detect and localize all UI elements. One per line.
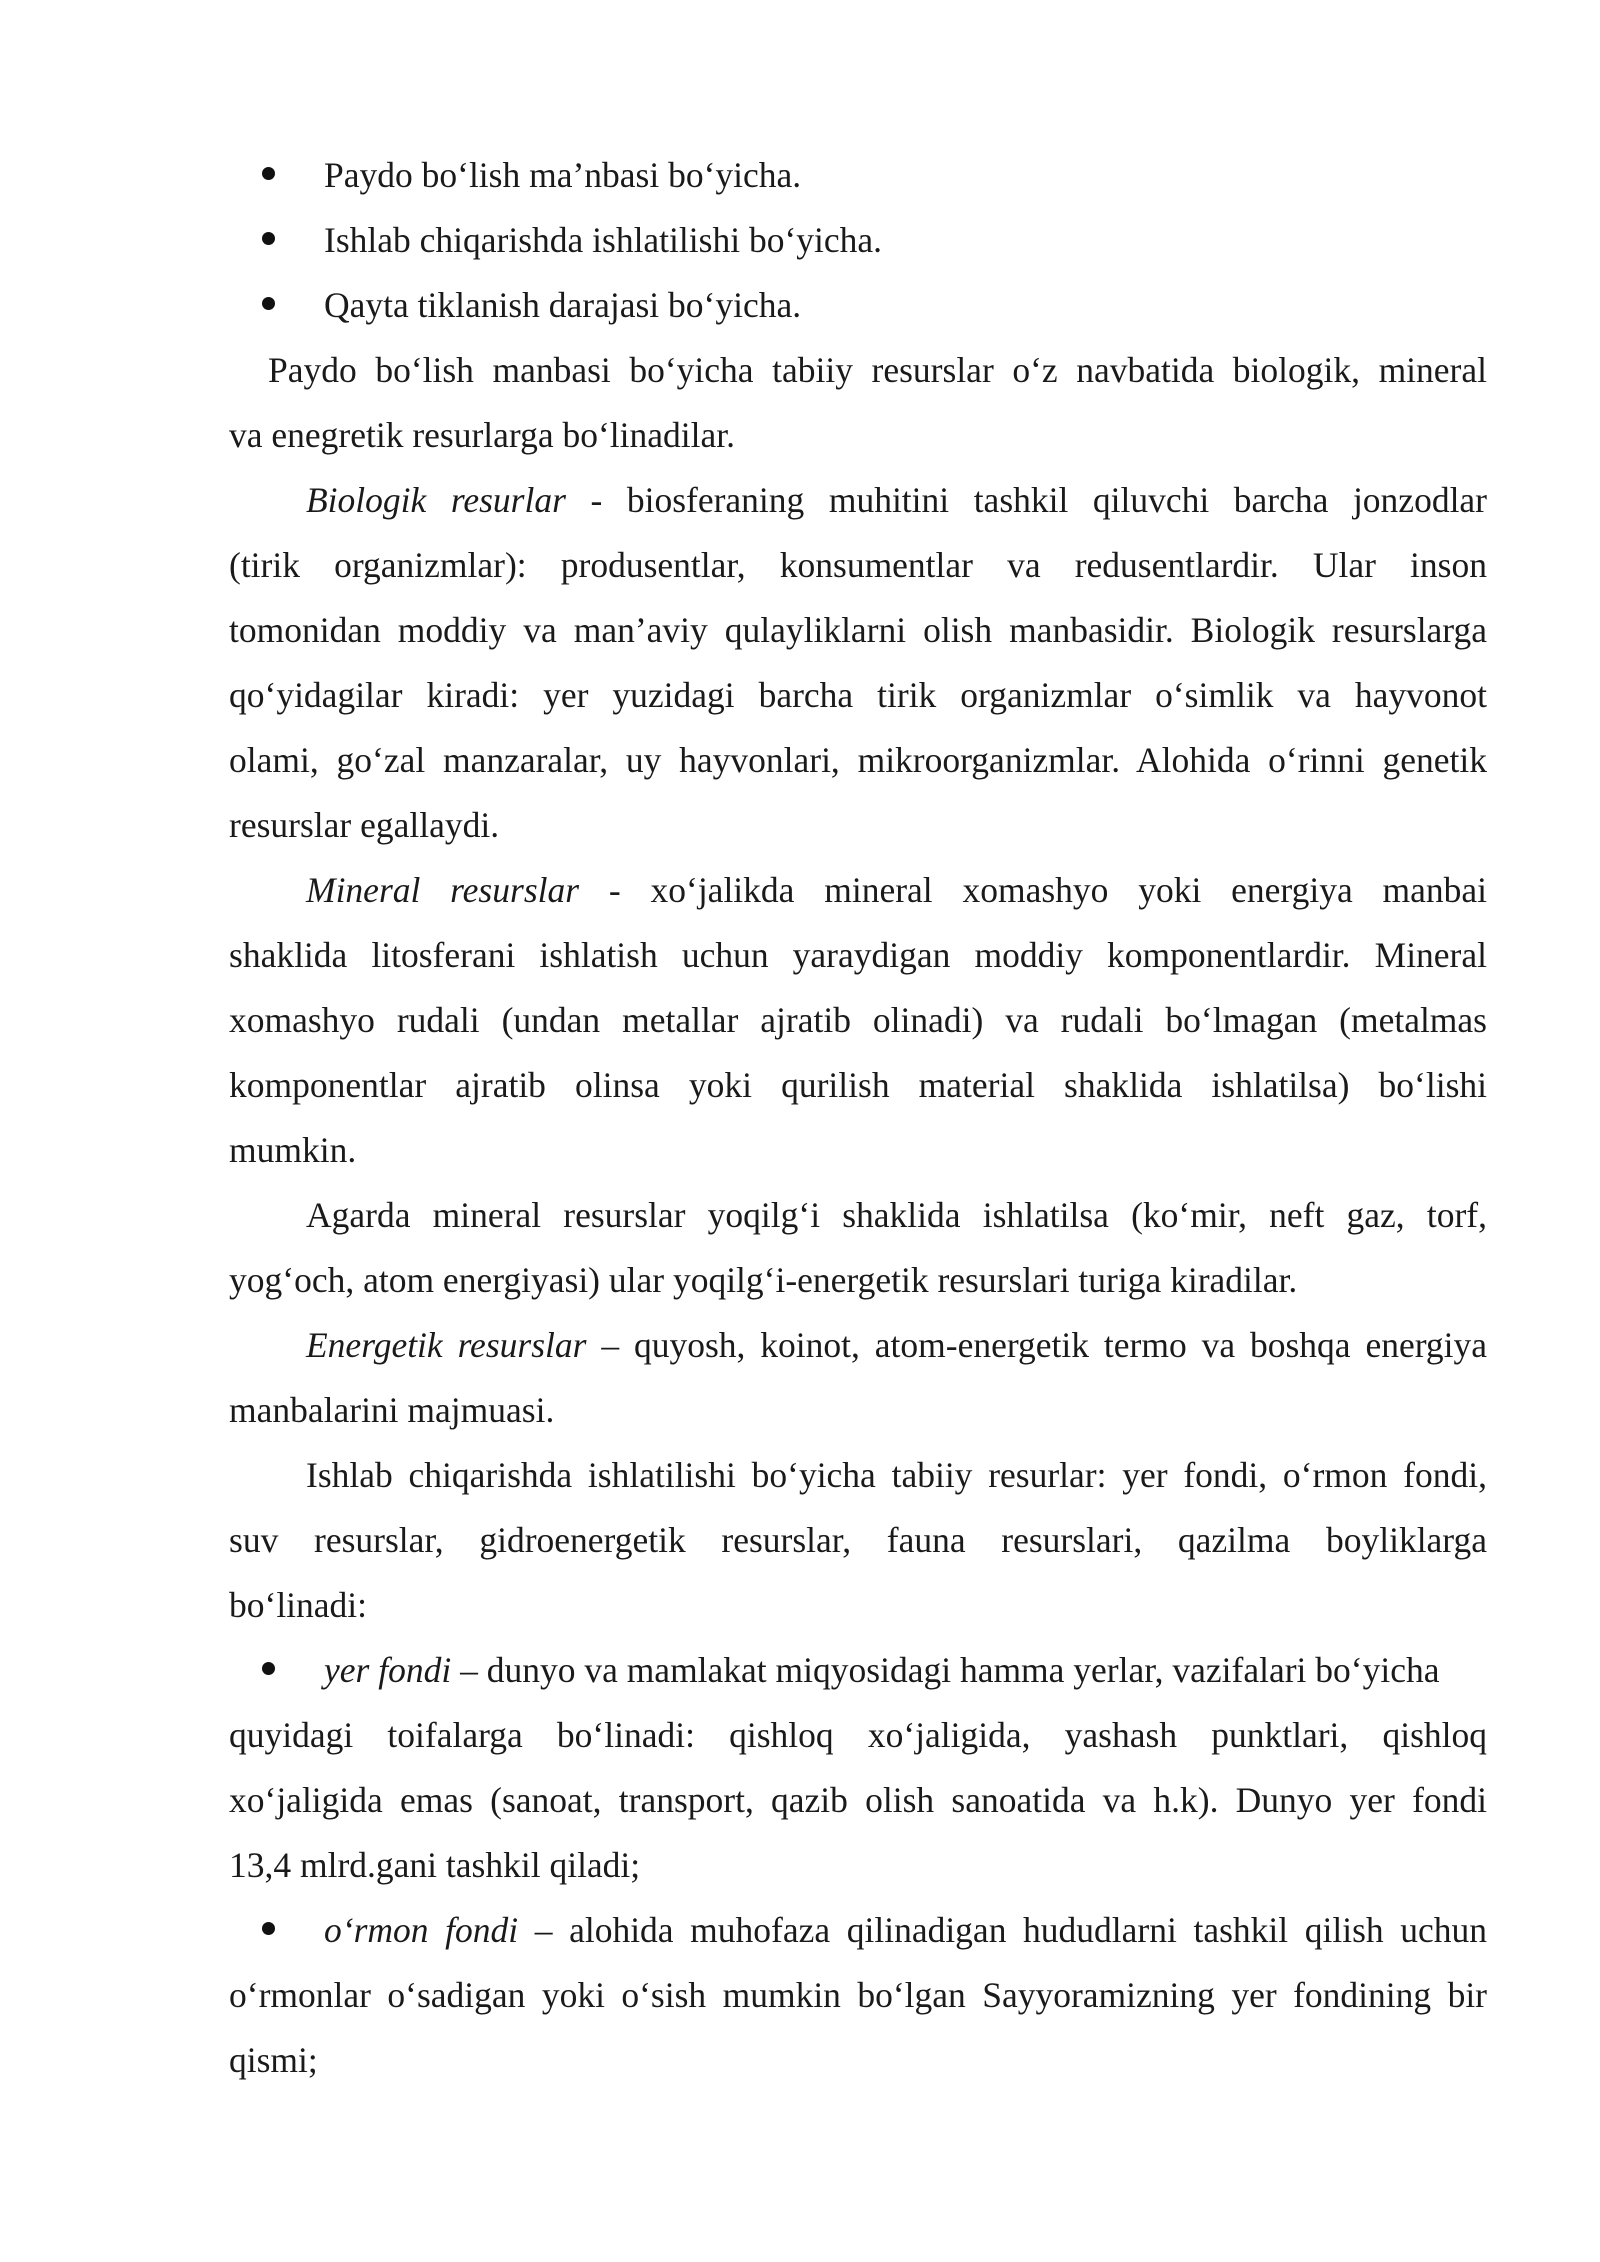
paragraph-line: Biologik resurlar - biosferaning muhitini tashkil qiluvchi barcha jonzodlar xyxy=(306,480,1488,520)
paragraph-line: resurslar egallaydi. xyxy=(229,805,500,845)
bullet-icon xyxy=(262,1662,275,1675)
paragraph-line: yog‘och, atom energiyasi) ular yoqilg‘i-energetik resurslari turiga kiradilar. xyxy=(229,1260,1298,1300)
paragraph-line: xomashyo rudali (undan metallar ajratib olinadi) va rudali bo‘lmagan (metalmas xyxy=(229,1000,1487,1040)
bullet-item: o‘rmon fondi – alohida muhofaza qilinadigan hududlarni tashkil qilish uchun xyxy=(324,1910,1487,1950)
paragraph-line: bo‘linadi: xyxy=(229,1585,368,1625)
paragraph-line: Paydo bo‘lish manbasi bo‘yicha tabiiy resurslar o‘z navbatida biologik, mineral xyxy=(268,350,1487,390)
bullet-item: Ishlab chiqarishda ishlatilishi bo‘yicha. xyxy=(324,220,883,260)
paragraph-line: suv resurslar, gidroenergetik resurslar, fauna resurslari, qazilma boyliklarga xyxy=(229,1520,1487,1560)
bullet-icon xyxy=(262,297,275,310)
bullet-item: Qayta tiklanish darajasi bo‘yicha. xyxy=(324,285,802,325)
paragraph-line: 13,4 mlrd.gani tashkil qiladi; xyxy=(229,1845,641,1885)
paragraph-line: Agarda mineral resurslar yoqilg‘i shaklida ishlatilsa (ko‘mir, neft gaz, torf, xyxy=(306,1195,1487,1235)
paragraph-line: o‘rmonlar o‘sadigan yoki o‘sish mumkin bo‘lgan Sayyoramizning yer fondining bir xyxy=(229,1975,1487,2015)
paragraph-line: manbalarini majmuasi. xyxy=(229,1390,555,1430)
term-energetik: Energetik resurslar xyxy=(306,1325,587,1365)
paragraph-line: (tirik organizmlar): produsentlar, konsumentlar va redusentlardir. Ular inson xyxy=(229,545,1487,585)
bullet-icon xyxy=(262,167,275,180)
bullet-icon xyxy=(262,232,275,245)
paragraph-line: tomonidan moddiy va man’aviy qulayliklarni olish manbasidir. Biologik resurslarga xyxy=(229,610,1487,650)
paragraph-line: olami, go‘zal manzaralar, uy hayvonlari, mikroorganizmlar. Alohida o‘rinni genetik xyxy=(229,740,1487,780)
bullet-item: yer fondi – dunyo va mamlakat miqyosidagi hamma yerlar, vazifalari bo‘yicha xyxy=(324,1650,1440,1690)
paragraph-line: Mineral resurslar - xo‘jalikda mineral xomashyo yoki energiya manbai xyxy=(306,870,1487,910)
paragraph-line: shaklida litosferani ishlatish uchun yaraydigan moddiy komponentlardir. Mineral xyxy=(229,935,1487,975)
paragraph-line: va enegretik resurlarga bo‘linadilar. xyxy=(229,415,735,455)
paragraph-line: qo‘yidagilar kiradi: yer yuzidagi barcha tirik organizmlar o‘simlik va hayvonot xyxy=(229,675,1487,715)
paragraph-line: qismi; xyxy=(229,2040,318,2080)
paragraph-line: komponentlar ajratib olinsa yoki qurilish material shaklida ishlatilsa) bo‘lishi xyxy=(229,1065,1487,1105)
bullet-icon xyxy=(262,1922,275,1935)
bullet-item: Paydo bo‘lish ma’nbasi bo‘yicha. xyxy=(324,155,802,195)
term-ormon-fondi: o‘rmon fondi xyxy=(324,1910,519,1950)
term-yer-fondi: yer fondi xyxy=(324,1650,452,1690)
paragraph-line: Energetik resurslar – quyosh, koinot, atom-energetik termo va boshqa energiya xyxy=(306,1325,1488,1365)
paragraph-line: xo‘jaligida emas (sanoat, transport, qazib olish sanoatida va h.k). Dunyo yer fondi xyxy=(229,1780,1487,1820)
term-mineral: Mineral resurslar xyxy=(306,870,580,910)
paragraph-line: mumkin. xyxy=(229,1130,357,1170)
paragraph-line: quyidagi toifalarga bo‘linadi: qishloq xo‘jaligida, yashash punktlari, qishloq xyxy=(229,1715,1487,1755)
term-biologik: Biologik resurlar xyxy=(306,480,566,520)
paragraph-line: Ishlab chiqarishda ishlatilishi bo‘yicha tabiiy resurlar: yer fondi, o‘rmon fondi, xyxy=(306,1455,1487,1495)
